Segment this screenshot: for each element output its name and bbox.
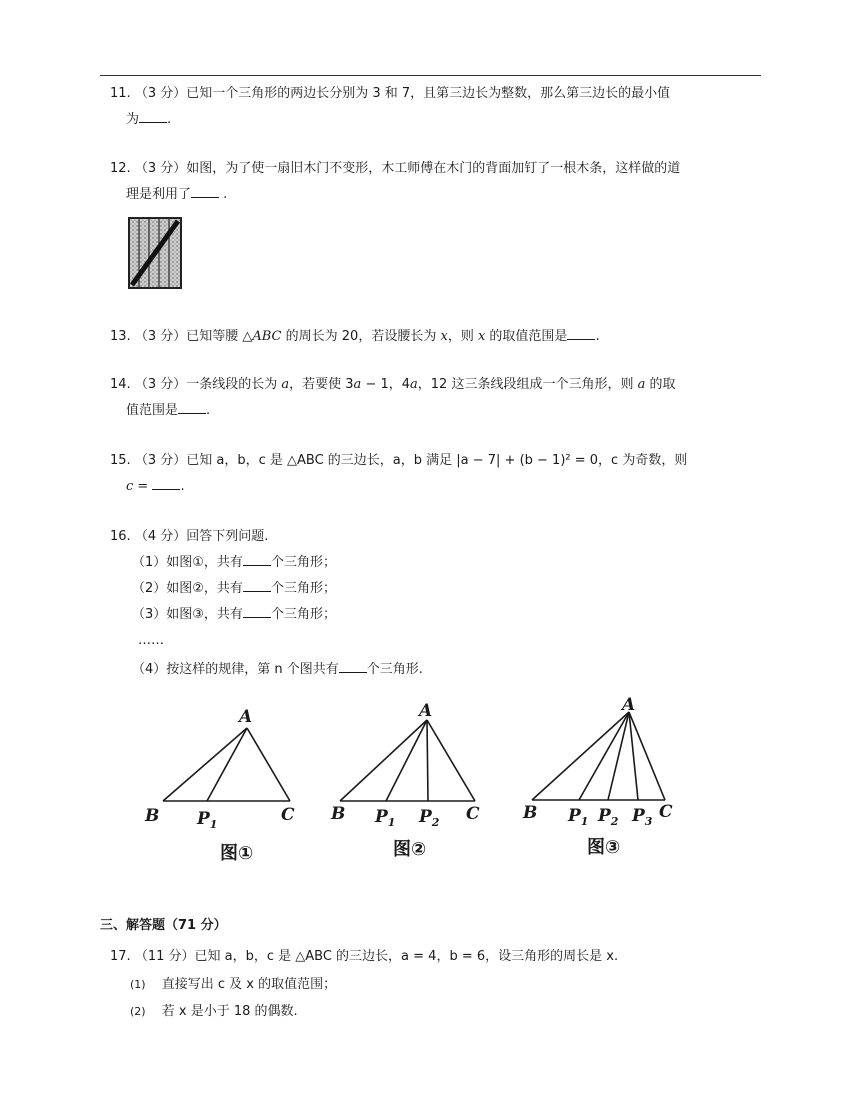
question-14-line1: 14. （3 分）一条线段的长为 a，若要使 3a − 1，4a，12 这三条线段组成一个三角形，则 a 的取	[110, 377, 676, 392]
question-number: 11.	[110, 86, 131, 101]
figure-3	[532, 712, 665, 800]
label-a: A	[239, 707, 253, 727]
figure-1-caption: 图①	[220, 843, 254, 864]
question-15-line1: 15. （3 分）已知 a，b，c 是 △ABC 的三边长，a，b 满足 |a − 7| + (b − 1)² = 0，c 为奇数，则	[110, 453, 688, 468]
label-a: A	[622, 695, 636, 715]
label-p3: $P_3$	[632, 806, 653, 828]
question-15-line2: c = .	[126, 479, 185, 494]
figure-1	[163, 728, 290, 801]
label-p2: $P_2$	[419, 807, 440, 829]
label-p2: $P_2$	[598, 806, 619, 828]
answer-blank	[178, 401, 206, 414]
label-b: B	[145, 806, 160, 826]
label-p1: $P_1$	[375, 807, 396, 829]
label-b: B	[331, 804, 346, 824]
door-figure	[128, 217, 182, 289]
answer-blank	[152, 477, 180, 490]
question-11-line2: 为 .	[126, 112, 172, 127]
question-16-part3: （3）如图③，共有 个三角形；	[132, 607, 336, 622]
answer-blank	[243, 579, 271, 592]
answer-blank	[139, 110, 167, 123]
label-a: A	[419, 701, 433, 721]
label-c: C	[466, 804, 480, 824]
question-12-line1	[110, 159, 680, 179]
question-17-part2: (2) 若 x 是小于 18 的偶数.	[130, 1004, 298, 1019]
question-17-part1: (1) 直接写出 c 及 x 的取值范围；	[130, 977, 337, 992]
question-12-line2: 理是利用了 .	[126, 187, 228, 202]
question-13: 13. （3 分）已知等腰 △ABC 的周长为 20，若设腰长为 x，则 x 的取值范围是 .	[110, 329, 600, 344]
question-16-part2: （2）如图②，共有 个三角形；	[132, 581, 336, 596]
answer-blank	[339, 660, 367, 673]
question-16-part4: （4）按这样的规律，第 n 个图共有 个三角形.	[132, 662, 423, 677]
figure-3-caption: 图③	[587, 837, 621, 858]
question-number: 12.	[110, 161, 131, 176]
label-c: C	[659, 802, 673, 822]
question-16-ellipsis: ……	[138, 633, 164, 648]
label-c: C	[281, 805, 295, 825]
figure-2-caption: 图②	[393, 839, 427, 860]
question-16-intro: 16. （4 分）回答下列问题.	[110, 529, 269, 544]
question-14-line2: 值范围是 .	[126, 403, 211, 418]
label-p1: $P_1$	[197, 809, 218, 831]
figure-2	[340, 720, 475, 801]
question-16-part1: （1）如图①，共有 个三角形；	[132, 555, 336, 570]
label-b: B	[523, 803, 538, 823]
answer-blank	[567, 327, 595, 340]
triangle-figures	[135, 690, 685, 875]
answer-blank	[243, 605, 271, 618]
label-p1: $P_1$	[568, 806, 589, 828]
answer-blank	[191, 185, 219, 198]
question-text: （3 分）已知一个三角形的两边长分别为 3 和 7，且第三边长为整数，那么第三边长的最小值	[134, 86, 671, 101]
question-text: （3 分）如图，为了使一扇旧木门不变形，木工师傅在木门的背面加钉了一根木条，这样做的道	[134, 161, 681, 176]
question-17: 17. （11 分）已知 a，b，c 是 △ABC 的三边长，a = 4，b = 6，设三角形的周长是 x.	[110, 949, 619, 964]
header-rule	[100, 75, 761, 76]
section-title: 三、解答题（71 分）	[100, 918, 227, 933]
answer-blank	[243, 553, 271, 566]
question-11-line1	[110, 84, 670, 104]
